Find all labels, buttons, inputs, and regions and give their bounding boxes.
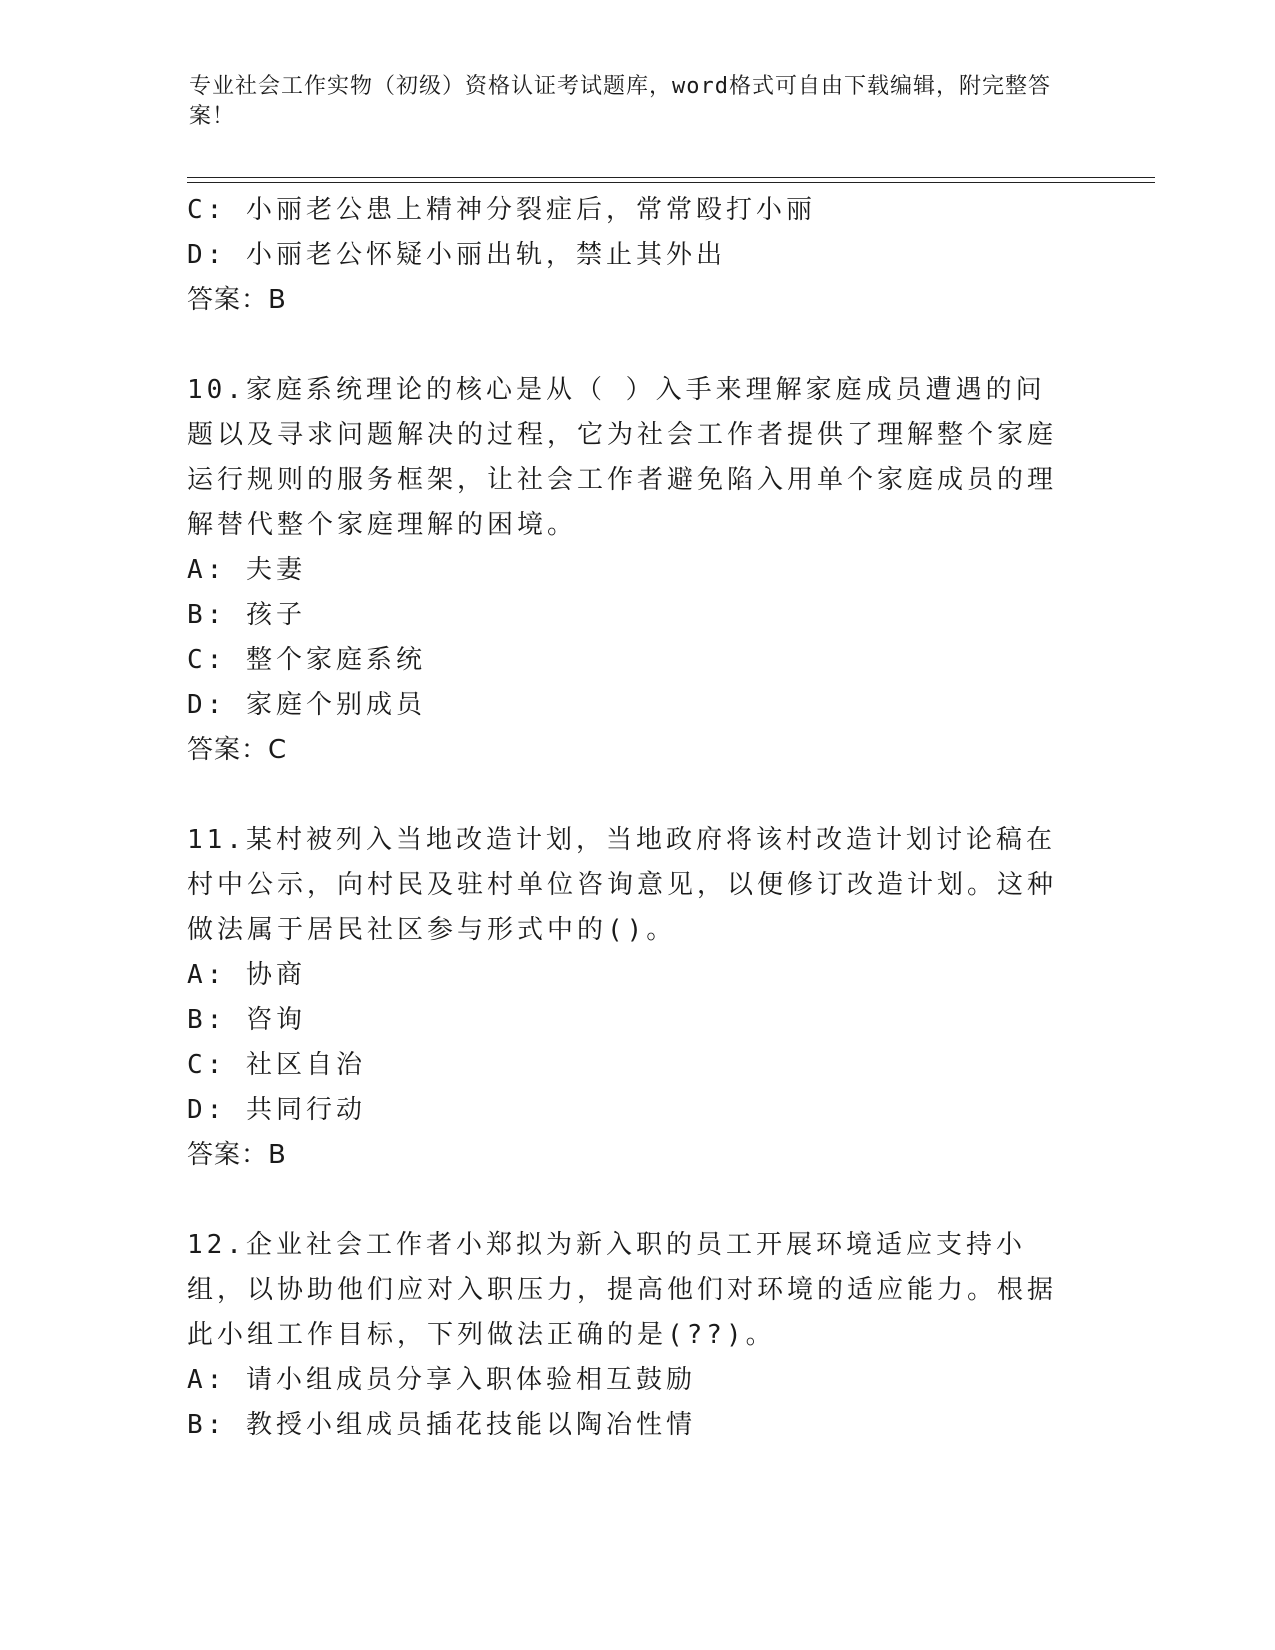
option-text: 小丽老公患上精神分裂症后，常常殴打小丽 [245, 195, 816, 225]
option-text: 请小组成员分享入职体验相互鼓励 [245, 1365, 696, 1395]
header-divider-top [187, 177, 1155, 178]
answer-line: 答案：B [187, 1140, 287, 1170]
option-a [187, 548, 1087, 593]
option-text: 协商 [245, 960, 306, 990]
question-stem: 11.某村被列入当地改造计划，当地政府将该村改造计划讨论稿在村中公示，向村民及驻村单位咨询意见，以便修订改造计划。这种做法属于居民社区参与形式中的()。 [187, 825, 1058, 945]
option-label: C: [187, 1050, 227, 1080]
question-12 [187, 1223, 1087, 1448]
option-label: D: [187, 1095, 227, 1125]
document-header: 专业社会工作实物（初级）资格认证考试题库，word格式可自由下载编辑，附完整答案！ [189, 74, 1051, 129]
option-d [187, 1088, 1087, 1133]
option-label: A: [187, 555, 227, 585]
option-label: A: [187, 1365, 227, 1395]
option-c [187, 188, 1087, 233]
option-c [187, 638, 1087, 683]
option-label: B: [187, 600, 227, 630]
option-b [187, 593, 1087, 638]
option-text: 共同行动 [245, 1095, 366, 1125]
answer-line: 答案：B [187, 285, 287, 315]
option-text: 夫妻 [245, 555, 306, 585]
option-text: 咨询 [245, 1005, 306, 1035]
question-10 [187, 368, 1087, 773]
option-text: 整个家庭系统 [245, 645, 426, 675]
option-label: C: [187, 195, 227, 225]
option-b [187, 998, 1087, 1043]
option-text: 家庭个别成员 [245, 690, 426, 720]
option-label: D: [187, 240, 227, 270]
question-11 [187, 818, 1087, 1178]
option-d [187, 233, 1087, 278]
option-label: B: [187, 1005, 227, 1035]
option-b [187, 1403, 1087, 1448]
option-label: B: [187, 1410, 227, 1440]
option-c [187, 1043, 1087, 1088]
option-label: A: [187, 960, 227, 990]
question-stem: 10.家庭系统理论的核心是从（ ）入手来理解家庭成员遭遇的问题以及寻求问题解决的过程，它为社会工作者提供了理解整个家庭运行规则的服务框架，让社会工作者避免陷入用单个家庭成员的理解替代整个家庭理解的困境。 [187, 375, 1058, 540]
document-body [187, 188, 1087, 1448]
option-a [187, 953, 1087, 998]
option-d [187, 683, 1087, 728]
option-label: C: [187, 645, 227, 675]
question-stem: 12.企业社会工作者小郑拟为新入职的员工开展环境适应支持小组，以协助他们应对入职压力，提高他们对环境的适应能力。根据此小组工作目标，下列做法正确的是(??)。 [187, 1230, 1058, 1350]
header-divider-bottom [187, 182, 1155, 183]
prev-question-options [187, 188, 1087, 323]
option-a [187, 1358, 1087, 1403]
answer-line: 答案：C [187, 735, 288, 765]
option-label: D: [187, 690, 227, 720]
option-text: 小丽老公怀疑小丽出轨，禁止其外出 [245, 240, 726, 270]
option-text: 社区自治 [245, 1050, 366, 1080]
option-text: 孩子 [245, 600, 306, 630]
option-text: 教授小组成员插花技能以陶冶性情 [245, 1410, 696, 1440]
